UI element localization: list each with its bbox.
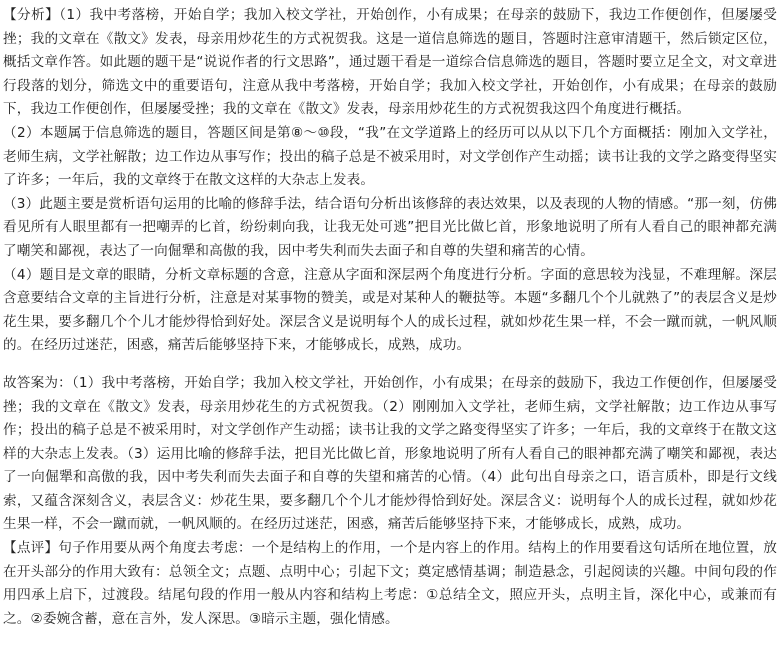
- comment-paragraph: 【点评】句子作用要从两个角度去考虑：一个是结构上的作用，一个是内容上的作用。结构上的作用要看这句话所在地位置，放在开头部分的作用大致有：总领全文；点题、点明中心；引起下文；奠定感情基调；制造悬念，引起阅读的兴趣。中间句段的作用四承上启下，过渡段。结尾句段的作用一般从内容和结构上考虑：①总结全文，照应开头，点明主旨，深化中心，或兼而有之。②委婉含蓄，意在言外，发人深思。③暗示主题，强化情感。: [3, 540, 777, 627]
- solution-document: [3, 4, 777, 631]
- analysis-paragraph-3: （3）此题主要是赏析语句运用的比喻的修辞手法，结合语句分析出该修辞的表达效果，以及表现的人物的情感。“那一刻，仿佛看见所有人眼里都有一把嘲弄的匕首，纷纷刺向我，让我无处可逃”把目光比做匕首，形象地说明了所有人看自己的眼神都充满了嘲笑和鄙视，表达了一向倔犟和高傲的我，因中考失利而失去面子和自尊的失望和痛苦的心情。: [3, 195, 777, 259]
- analysis-paragraph-4: （4）题目是文章的眼睛，分析文章标题的含意，注意从字面和深层两个角度进行分析。字面的意思较为浅显，不难理解。深层含意要结合文章的主旨进行分析，注意是对某事物的赞美，或是对某种人的鞭挞等。本题“多翻几个个儿就熟了”的表层含义是炒花生果，要多翻几个个儿才能炒得恰到好处。深层含义是说明每个人的成长过程，就如炒花生果一样，不会一蹴而就，一帆风顺的。在经历过迷茫，困惑，痛苦后能够坚持下来，才能够成长，成熟，成功。: [3, 266, 777, 354]
- analysis-paragraph-2: （2）本题属于信息筛选的题目，答题区间是第⑧～⑩段，“我”在文学道路上的经历可以从以下几个方面概括：刚加入文学社，老师生病，文学社解散；边工作边从事写作；投出的稿子总是不被采用时，对文学创作产生动摇；读书让我的文学之路变得坚实了许多；一年后，我的文章终于在散文这样的大杂志上发表。: [3, 124, 777, 189]
- analysis-paragraph-1: 【分析】（1）我中考落榜，开始自学；我加入校文学社，开始创作，小有成果；在母亲的鼓励下，我边工作便创作，但屡屡受挫；我的文章在《散文》发表，母亲用炒花生的方式祝贺我。这是一道信息筛选的题目，答题时注意审清题干，然后锁定区位，概括文章作答。如此题的题干是“说说作者的行文思路”，通过题干看是一道综合信息筛选的题目，答题时要立足全文，对文章进行段落的划分，筛选文中的重要语句，注意从我中考落榜，开始自学；我加入校文学社，开始创作，小有成果；在母亲的鼓励下，我边工作便创作，但屡屡受挫；我的文章在《散文》发表，母亲用炒花生的方式祝贺我这四个角度进行概括。: [3, 7, 777, 118]
- answer-paragraph: 故答案为：（1）我中考落榜，开始自学；我加入校文学社，开始创作，小有成果；在母亲的鼓励下，我边工作便创作，但屡屡受挫；我的文章在《散文》发表，母亲用炒花生的方式祝贺我。（2）刚刚加入文学社，老师生病，文学社解散；边工作边从事写作；投出的稿子总是不被采用时，对文学创作产生动摇；读书让我的文学之路变得坚实了许多；一年后，我的文章终于在散文这样的大杂志上发表。（3）运用比喻的修辞手法，把目光比做匕首，形象地说明了所有人看自己的眼神都充满了嘲笑和鄙视，表达了一向倔犟和高傲的我，因中考失利而失去面子和自尊的失望和痛苦的心情。（4）此句出自母亲之口，语言质朴，即是行文线索，又蕴含深刻含义，表层含义：炒花生果，要多翻几个个儿才能炒得恰到好处。深层含义：说明每个人的成长过程，就如炒花生果一样，不会一蹴而就，一帆风顺的。在经历过迷茫，困惑，痛苦后能够坚持下来，才能够成长，成熟，成功。: [3, 374, 777, 533]
- section-gap: [3, 358, 777, 372]
